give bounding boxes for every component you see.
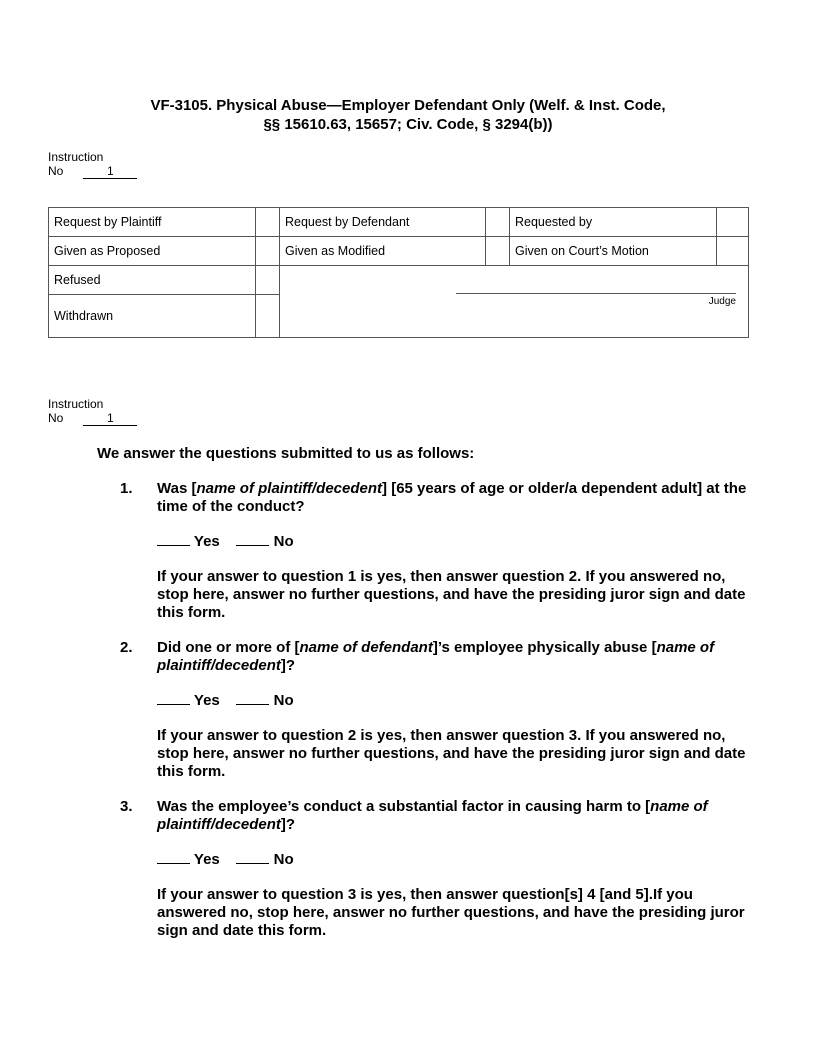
requested-by-label: Requested by: [510, 208, 717, 237]
yes-no-answer[interactable]: [157, 692, 747, 710]
yes-label: Yes: [193, 533, 220, 550]
instruction-number-bottom: [48, 397, 137, 426]
question-number: 2.: [120, 639, 133, 656]
given-on-courts-motion-box[interactable]: [717, 237, 749, 266]
instruction-no-value: 1: [83, 165, 137, 179]
request-by-plaintiff-label: Request by Plaintiff: [49, 208, 256, 237]
judge-signature-line[interactable]: [456, 293, 736, 294]
request-by-plaintiff-box[interactable]: [256, 208, 280, 237]
no-label: No: [48, 164, 64, 178]
instruction-status-table: [48, 207, 749, 338]
instruction-number-top: [48, 150, 137, 179]
intro-text: We answer the questions submitted to us as follows:: [97, 445, 475, 462]
yes-no-answer[interactable]: [157, 533, 747, 551]
refused-label: Refused: [49, 266, 256, 295]
instruction-label: Instruction: [48, 397, 104, 411]
question-1: [120, 480, 747, 622]
request-by-defendant-label: Request by Defendant: [280, 208, 486, 237]
no-blank[interactable]: [236, 692, 269, 705]
question-instruction: If your answer to question 1 is yes, then answer question 2. If you answered no, stop here, answer no further questions, and have the presiding juror sign and date this form.: [157, 568, 746, 621]
no-label: No: [48, 411, 64, 425]
question-text: Did one or more of [name of defendant]’s employee physically abuse [name of plaintiff/decedent]?: [157, 639, 715, 674]
yes-blank[interactable]: [157, 692, 190, 705]
refused-box[interactable]: [256, 266, 280, 295]
no-label: No: [273, 851, 294, 868]
yes-no-answer[interactable]: [157, 851, 747, 869]
title-line-1: VF-3105. Physical Abuse—Employer Defendant Only (Welf. & Inst. Code,: [150, 97, 666, 114]
yes-label: Yes: [193, 692, 220, 709]
requested-by-box[interactable]: [717, 208, 749, 237]
given-as-proposed-label: Given as Proposed: [49, 237, 256, 266]
verdict-form-body: [0, 445, 816, 957]
question-2: [120, 639, 747, 781]
title-line-2: §§ 15610.63, 15657; Civ. Code, § 3294(b)): [263, 116, 553, 133]
question-3: [120, 798, 747, 940]
yes-blank[interactable]: [157, 851, 190, 864]
instruction-no-value: 1: [83, 412, 137, 426]
instruction-label: Instruction: [48, 150, 104, 164]
given-as-proposed-box[interactable]: [256, 237, 280, 266]
yes-blank[interactable]: [157, 533, 190, 546]
no-blank[interactable]: [236, 851, 269, 864]
request-by-defendant-box[interactable]: [486, 208, 510, 237]
withdrawn-label: Withdrawn: [49, 295, 256, 338]
question-text: Was [name of plaintiff/decedent] [65 years of age or older/a dependent adult] at the time of the conduct?: [157, 480, 747, 515]
judge-signature-area: [280, 266, 749, 338]
judge-label: Judge: [708, 296, 736, 307]
question-number: 3.: [120, 798, 133, 815]
no-label: No: [273, 692, 294, 709]
question-instruction: If your answer to question 3 is yes, then answer question[s] 4 [and 5].If you answered no, stop here, answer no further questions, and have the presiding juror sign and date this form.: [157, 886, 745, 939]
yes-label: Yes: [193, 851, 220, 868]
given-as-modified-box[interactable]: [486, 237, 510, 266]
no-blank[interactable]: [236, 533, 269, 546]
given-as-modified-label: Given as Modified: [280, 237, 486, 266]
withdrawn-box[interactable]: [256, 295, 280, 338]
question-number: 1.: [120, 480, 133, 497]
no-label: No: [273, 533, 294, 550]
question-text: Was the employee’s conduct a substantial factor in causing harm to [name of plaintiff/decedent]?: [157, 798, 708, 833]
question-instruction: If your answer to question 2 is yes, then answer question 3. If you answered no, stop here, answer no further questions, and have the presiding juror sign and date this form.: [157, 727, 746, 780]
given-on-courts-motion-label: Given on Court’s Motion: [510, 237, 717, 266]
form-title: [0, 96, 816, 134]
